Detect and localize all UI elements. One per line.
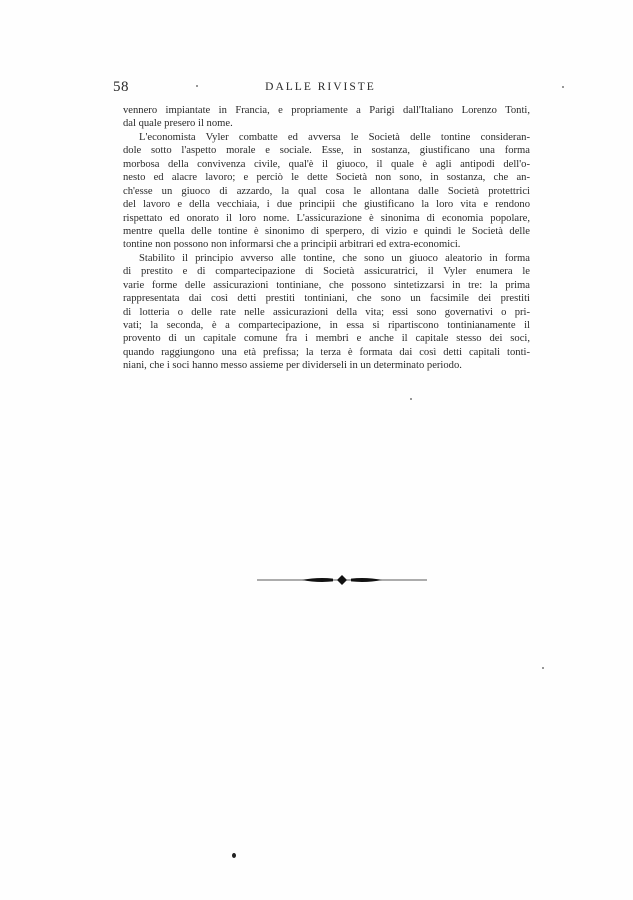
text-line: di lotteria o delle rate nelle assicurazioni della vita; essi sono governativi o pri-: [123, 306, 530, 318]
text-line: di prestito e di compartecipazione di Società assicuratrici, il Vyler enumera le: [123, 266, 530, 278]
text-line: nesto ed alacre lavoro; e perciò le dette Società non sono, in sostanza, che an-: [123, 172, 530, 184]
ink-spot: [232, 853, 236, 858]
paper-speck: [562, 86, 564, 88]
text-line: rappresentata dai così detti prestiti tontiniani, che sono un facsimile dei prestiti: [123, 293, 530, 305]
paper-speck: [410, 398, 412, 400]
text-line: L'economista Vyler combatte ed avversa le Società delle tontine consideran-: [139, 131, 530, 143]
text-line: tontine non possono non informarsi che a principii arbitrari ed extra-economici.: [123, 239, 461, 251]
text-line: mentre quella delle tontine è sinonimo di sperpero, di vizio e quindi le Società delle: [123, 225, 530, 237]
paper-speck: [196, 85, 198, 87]
text-line: dole sotto l'aspetto morale e sociale. Esse, in sostanza, giustificano una forma: [123, 145, 530, 157]
text-line: ch'esse un giuoco di azzardo, la qual cosa le allontana dalle Società protettrici: [123, 185, 530, 197]
text-line: Stabilito il principio avverso alle tontine, che sono un giuoco aleatorio in forma: [139, 252, 530, 264]
text-line: quando raggiungono una età prefissa; la terza è formata dai così detti capitali tonti-: [123, 346, 530, 358]
text-line: vennero impiantate in Francia, e propriamente a Parigi dall'Italiano Lorenzo Tonti,: [123, 105, 530, 116]
text-line: provento di un capitale comune fra i membri e anche il capitale stesso dei soci,: [123, 333, 530, 345]
text-line: rispettato ed onorato il loro nome. L'assicurazione è sinonima di economia popolare,: [123, 212, 530, 224]
ornamental-divider: [257, 573, 427, 587]
text-line: varie forme delle assicurazioni tontiniane, che possono sintetizzarsi in tre: la prima: [123, 279, 530, 291]
article-body: [123, 104, 530, 373]
page-header: [113, 79, 528, 97]
paper-speck: [542, 667, 544, 669]
running-title: DALLE RIVISTE: [265, 81, 376, 93]
text-line: niani, che i soci hanno messo assieme per dividerseli in un determinato periodo.: [123, 360, 462, 372]
text-line: del lavoro e della vecchiaia, i due principii che giustificano la loro vita e rendono: [123, 199, 530, 211]
text-line: vati; la seconda, è a compartecipazione, in essa si ripartiscono tontinianamente il: [123, 320, 530, 331]
text-line: dal quale presero il nome.: [123, 118, 233, 130]
page-number: 58: [113, 79, 129, 95]
text-line: morbosa della convivenza civile, qual'è il giuoco, il quale è agli antipodi dell'o-: [123, 158, 530, 170]
